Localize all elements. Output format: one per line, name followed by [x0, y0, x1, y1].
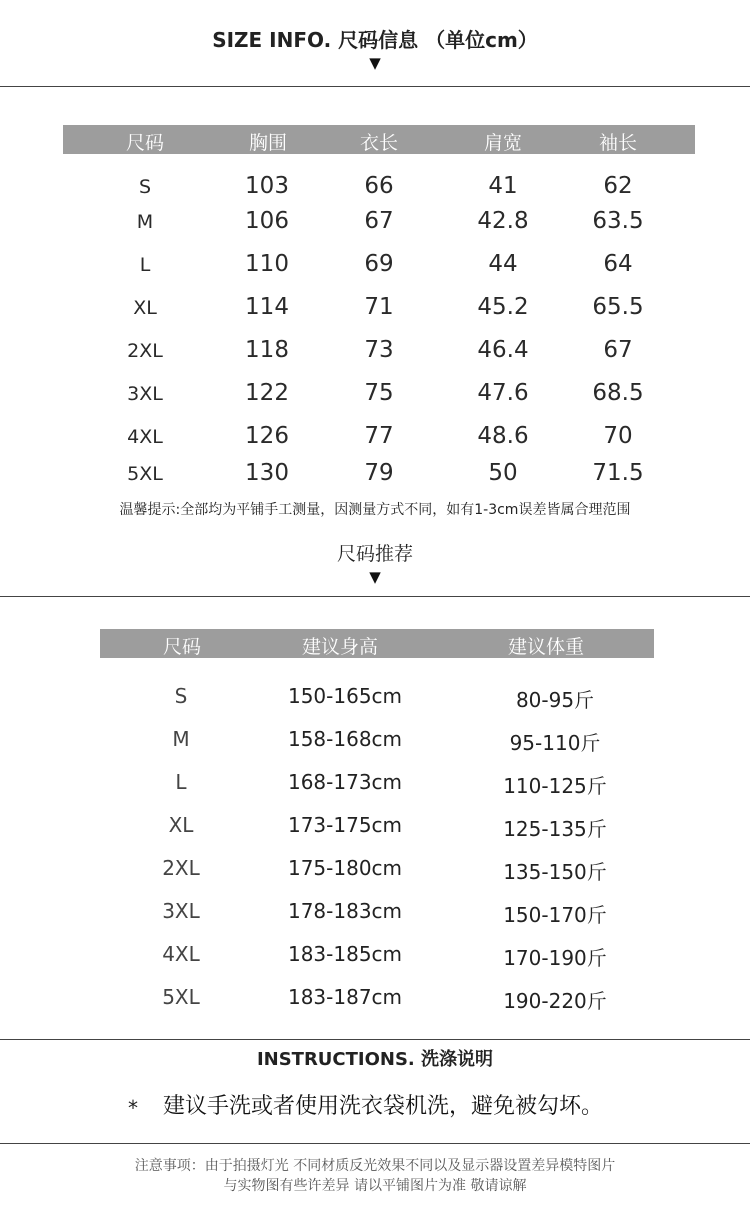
recommend-title: 尺码推荐	[336, 543, 413, 565]
recommend-height: 183-187cm	[287, 985, 403, 1009]
recommend-size-label: 4XL	[162, 942, 200, 966]
down-arrow-icon: ▼	[369, 568, 381, 586]
recommend-weight: 95-110斤	[509, 731, 601, 755]
size-value: 68.5	[592, 380, 644, 406]
size-value: 114	[245, 294, 289, 320]
recommend-weight: 110-125斤	[503, 774, 607, 798]
size-value: 126	[245, 423, 289, 449]
divider	[0, 86, 750, 87]
size-value: 45.2	[477, 294, 529, 320]
size-label: 5XL	[127, 463, 163, 485]
recommend-header-height: 建议身高	[301, 636, 379, 658]
divider	[0, 1039, 750, 1040]
down-arrow-icon: ▼	[369, 54, 381, 72]
recommend-height: 178-183cm	[287, 899, 403, 923]
recommend-weight: 80-95斤	[515, 688, 595, 712]
size-value: 62	[603, 173, 633, 199]
recommend-weight: 135-150斤	[503, 860, 607, 884]
size-value: 67	[364, 208, 394, 234]
size-value: 130	[245, 460, 289, 486]
size-value: 118	[245, 337, 289, 363]
divider	[0, 596, 750, 597]
divider	[0, 1143, 750, 1144]
size-value: 63.5	[592, 208, 644, 234]
size-value: 47.6	[477, 380, 529, 406]
size-header-size: 尺码	[125, 132, 165, 154]
recommend-size-label: L	[175, 770, 187, 794]
measurement-tip: 温馨提示:全部均为平铺手工测量，因测量方式不同，如有1-3cm误差皆属合理范围	[119, 502, 631, 518]
instructions-text: 建议手洗或者使用洗衣袋机洗，避免被勾坏。	[163, 1094, 604, 1119]
recommend-height: 183-185cm	[287, 942, 403, 966]
size-value: 75	[364, 380, 394, 406]
recommend-height: 168-173cm	[287, 770, 403, 794]
size-value: 42.8	[477, 208, 529, 234]
size-value: 46.4	[477, 337, 529, 363]
recommend-weight: 150-170斤	[503, 903, 607, 927]
recommend-weight: 170-190斤	[503, 946, 607, 970]
recommend-size-label: 3XL	[162, 899, 200, 923]
size-value: 77	[364, 423, 394, 449]
size-label: L	[139, 254, 151, 276]
recommend-size-label: XL	[168, 813, 194, 837]
notice-line-1: 注意事项：由于拍摄灯光 不同材质反光效果不同以及显示器设置差异模特图片	[134, 1158, 616, 1174]
size-value: 64	[603, 251, 633, 277]
size-header-shoulder: 肩宽	[483, 132, 523, 154]
recommend-height: 175-180cm	[287, 856, 403, 880]
recommend-weight: 125-135斤	[503, 817, 607, 841]
size-label: 3XL	[127, 383, 163, 405]
size-value: 65.5	[592, 294, 644, 320]
size-value: 41	[488, 173, 518, 199]
size-value: 71.5	[592, 460, 644, 486]
size-info-title: SIZE INFO. 尺码信息 （单位cm）	[212, 28, 538, 52]
size-value: 70	[603, 423, 633, 449]
size-header-chest: 胸围	[248, 132, 288, 154]
recommend-size-label: 2XL	[162, 856, 200, 880]
bullet-icon: *	[128, 1096, 138, 1120]
size-header-length: 衣长	[359, 132, 399, 154]
size-value: 67	[603, 337, 633, 363]
size-label: 4XL	[127, 426, 163, 448]
size-value: 44	[488, 251, 518, 277]
size-value: 79	[364, 460, 394, 486]
size-label: S	[138, 176, 152, 198]
recommend-header-weight: 建议体重	[507, 636, 585, 658]
recommend-height: 150-165cm	[287, 684, 403, 708]
size-value: 103	[245, 173, 289, 199]
size-value: 73	[364, 337, 394, 363]
size-header-sleeve: 袖长	[598, 132, 638, 154]
instructions-title: INSTRUCTIONS. 洗涤说明	[256, 1049, 494, 1070]
recommend-height: 158-168cm	[287, 727, 403, 751]
size-value: 66	[364, 173, 394, 199]
recommend-size-label: M	[172, 727, 190, 751]
size-value: 106	[245, 208, 289, 234]
size-value: 71	[364, 294, 394, 320]
size-value: 122	[245, 380, 289, 406]
notice-line-2: 与实物图有些许差异 请以平铺图片为准 敬请谅解	[223, 1178, 527, 1194]
size-table-header	[63, 125, 695, 154]
recommend-height: 173-175cm	[287, 813, 403, 837]
size-value: 110	[245, 251, 289, 277]
recommend-header-size: 尺码	[162, 636, 202, 658]
recommend-size-label: S	[174, 684, 188, 708]
recommend-weight: 190-220斤	[503, 989, 607, 1013]
size-label: XL	[133, 297, 157, 319]
size-label: M	[136, 211, 154, 233]
recommend-size-label: 5XL	[162, 985, 200, 1009]
size-label: 2XL	[127, 340, 163, 362]
size-value: 48.6	[477, 423, 529, 449]
recommend-table-header	[100, 629, 654, 658]
size-value: 50	[488, 460, 518, 486]
size-value: 69	[364, 251, 394, 277]
